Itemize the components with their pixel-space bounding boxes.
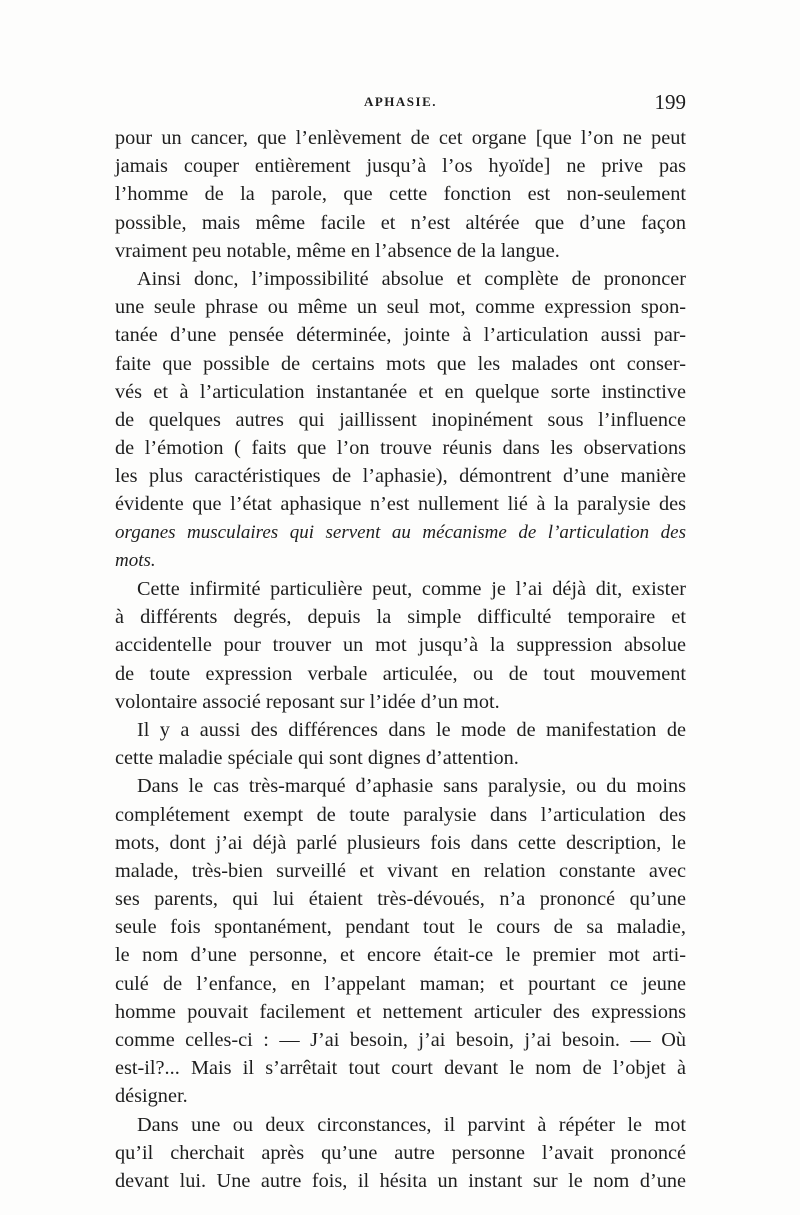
- text-line: mots.: [115, 549, 156, 571]
- text-line: de l’émotion ( faits que l’on trouve réunis dans les observations: [115, 437, 686, 460]
- text-line: Il y a aussi des différences dans le mode de manifestation de: [137, 718, 686, 741]
- body-text: [115, 124, 686, 1195]
- text-line: Dans le cas très-marqué d’aphasie sans paralysie, ou du moins: [137, 775, 686, 798]
- text-line: qu’il cherchait après qu’une autre personne l’avait prononcé: [115, 1141, 686, 1164]
- text-line: vés et à l’articulation instantanée et en quelque sorte instinctive: [115, 380, 686, 403]
- text-line: Cette infirmité particulière peut, comme je l’ai déjà dit, exister: [137, 578, 686, 600]
- text-line: pour un cancer, que l’enlèvement de cet organe [que l’on ne peut: [115, 127, 686, 149]
- text-line: le nom d’une personne, et encore était-ce le premier mot arti-: [115, 944, 686, 967]
- text-line: culé de l’enfance, en l’appelant maman; et pourtant ce jeune: [115, 972, 686, 995]
- text-line: vraiment peu notable, même en l’absence de la langue.: [115, 239, 560, 262]
- running-head: APHASIE.: [363, 94, 438, 109]
- text-line: une seule phrase ou même un seul mot, comme expression spon-: [115, 296, 686, 319]
- text-line: faite que possible de certains mots que les malades ont conser-: [115, 352, 686, 375]
- text-line: à différents degrés, depuis la simple difficulté temporaire et: [115, 606, 686, 629]
- text-line: évidente que l’état aphasique n’est nullement lié à la paralysie des: [115, 493, 686, 516]
- text-line: les plus caractéristiques de l’aphasie), démontrent d’une manière: [115, 465, 686, 488]
- text-line: mots, dont j’ai déjà parlé plusieurs fois dans cette description, le: [115, 831, 686, 854]
- text-line: jamais couper entièrement jusqu’à l’os hyoïde] ne prive pas: [115, 155, 686, 178]
- text-line: devant lui. Une autre fois, il hésita un instant sur le nom d’une: [115, 1169, 686, 1192]
- page-number: 199: [654, 90, 686, 114]
- text-line: de quelques autres qui jaillissent inopinément sous l’influence: [115, 408, 686, 431]
- text-line: complétement exempt de toute paralysie dans l’articulation des: [115, 803, 686, 826]
- text-line: cette maladie spéciale qui sont dignes d’attention.: [115, 747, 519, 770]
- text-line: malade, très-bien surveillé et vivant en relation constante avec: [115, 859, 686, 882]
- text-line: Dans une ou deux circonstances, il parvint à répéter le mot: [137, 1113, 686, 1136]
- text-line: homme pouvait facilement et nettement articuler des expressions: [115, 1000, 686, 1023]
- text-line: accidentelle pour trouver un mot jusqu’à la suppression absolue: [115, 634, 686, 657]
- text-line: de toute expression verbale articulée, ou de tout mouvement: [115, 662, 686, 685]
- page-header: [115, 90, 686, 122]
- text-line: ses parents, qui lui étaient très-dévoués, n’a prononcé qu’une: [115, 888, 686, 911]
- text-line: seule fois spontanément, pendant tout le cours de sa maladie,: [115, 916, 686, 939]
- text-line: volontaire associé reposant sur l’idée d’un mot.: [115, 690, 500, 713]
- text-line: l’homme de la parole, que cette fonction est non-seulement: [115, 183, 686, 206]
- text-line: tanée d’une pensée déterminée, jointe à l’articulation aussi par-: [115, 324, 686, 347]
- text-line: désigner.: [115, 1085, 188, 1108]
- text-line: possible, mais même facile et n’est altérée que d’une façon: [115, 211, 686, 234]
- text-line: comme celles-ci : — J’ai besoin, j’ai besoin, j’ai besoin. — Où: [115, 1029, 686, 1051]
- text-line: Ainsi donc, l’impossibilité absolue et complète de prononcer: [137, 267, 686, 290]
- text-line: organes musculaires qui servent au mécanisme de l’articulation des: [115, 521, 686, 543]
- text-line: est-il?... Mais il s’arrêtait tout court devant le nom de l’objet à: [115, 1057, 686, 1080]
